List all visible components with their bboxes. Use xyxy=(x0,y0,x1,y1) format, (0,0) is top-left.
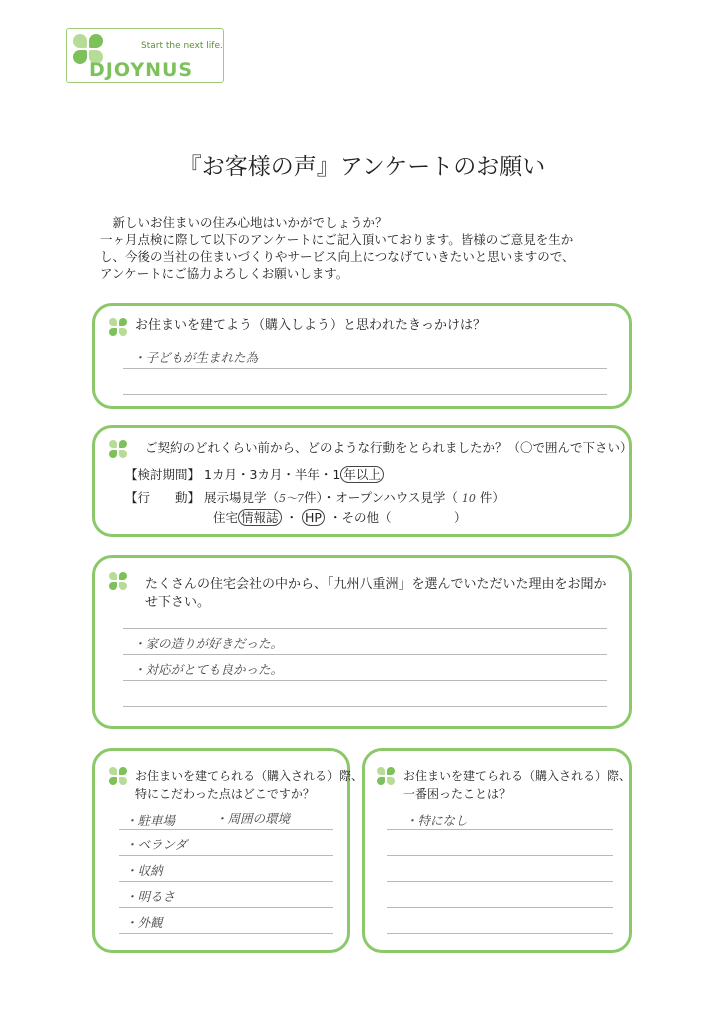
intro-text xyxy=(100,214,640,282)
question-box-3 xyxy=(92,555,632,729)
logo-brand: DJOYNUS xyxy=(89,59,194,81)
intro-line: し、今後の当社の住まいづくりやサービス向上につなげていきたいと思いますので、 xyxy=(100,249,575,264)
media-row xyxy=(213,508,466,526)
question-text: ご契約のどれくらい前から、どのような行動をとられましたか？（〇で囲んで下さい） xyxy=(145,440,633,455)
media-prefix: 住宅 xyxy=(213,510,239,525)
page-title: 『お客様の声』アンケートのお願い xyxy=(178,154,546,180)
clover-leaf-icon xyxy=(89,34,103,48)
answer-line xyxy=(123,654,607,655)
intro-line: 一ヶ月点検に際して以下のアンケートにご記入頂いております。皆様のご意見を生か xyxy=(100,232,574,247)
question-line: たくさんの住宅会社の中から、「九州八重洲」を選んでいただいた理由をお聞か xyxy=(145,577,607,592)
clover-leaf-icon xyxy=(73,34,87,48)
question-box-2 xyxy=(92,425,632,537)
answer-text[interactable]: ・家の造りが好きだった。 xyxy=(133,636,284,651)
action-model-house: 展示場見学（ xyxy=(204,490,280,505)
period-selected[interactable]: 年以上 xyxy=(340,466,384,483)
action-row xyxy=(125,488,505,506)
question-text xyxy=(135,767,363,803)
question-box-5 xyxy=(362,748,632,953)
media-magazine[interactable]: 情報誌 xyxy=(238,509,282,526)
clover-icon xyxy=(109,440,127,458)
answer-line xyxy=(387,881,613,882)
period-label: 【検討期間】 xyxy=(125,467,201,482)
period-options: 1カ月・3カ月・半年・1 xyxy=(204,467,341,482)
question-text xyxy=(145,576,607,612)
answer-text[interactable]: ・周囲の環境 xyxy=(215,811,291,826)
answer-text[interactable]: ・外観 xyxy=(125,915,163,930)
answer-line xyxy=(387,855,613,856)
answer-text[interactable]: ・収納 xyxy=(125,863,163,878)
question-text xyxy=(403,767,631,803)
clover-icon xyxy=(109,767,127,785)
answer-line xyxy=(123,394,607,395)
answer-text[interactable]: ・対応がとても良かった。 xyxy=(133,662,284,677)
answer-line xyxy=(123,628,607,629)
answer-line xyxy=(387,829,613,830)
action-unit: 件） xyxy=(479,490,505,505)
answer-text[interactable]: ・明るさ xyxy=(125,889,176,904)
media-hp[interactable]: HP xyxy=(302,509,325,526)
media-separator: ・ xyxy=(285,510,299,525)
media-other: ・その他（ ） xyxy=(328,510,467,525)
question-box-1 xyxy=(92,303,632,409)
clover-icon xyxy=(109,318,127,336)
question-line: 一番困ったことは？ xyxy=(403,787,512,801)
answer-line xyxy=(119,933,333,934)
question-line: 特にこだわった点はどこですか？ xyxy=(135,787,315,801)
clover-icon xyxy=(109,572,127,590)
question-line: お住まいを建てられる（購入される）際、 xyxy=(403,769,632,783)
logo-tagline: Start the next life. xyxy=(141,41,223,51)
answer-line xyxy=(123,680,607,681)
question-text: お住まいを建てよう（購入しよう）と思われたきっかけは？ xyxy=(135,318,487,333)
intro-line: アンケートにご協力よろしくお願いします。 xyxy=(100,266,349,281)
answer-text[interactable]: ・ベランダ xyxy=(125,837,188,852)
period-row xyxy=(125,465,384,483)
action-label: 【行 動】 xyxy=(125,490,201,505)
answer-text[interactable]: ・特になし xyxy=(405,813,468,828)
question-line: お住まいを建てられる（購入される）際、 xyxy=(135,769,364,783)
clover-icon xyxy=(377,767,395,785)
open-house-count[interactable]: 10 xyxy=(461,492,476,505)
question-line: せ下さい。 xyxy=(145,595,211,610)
answer-line xyxy=(119,907,333,908)
model-house-count[interactable]: 5〜7 xyxy=(279,492,305,505)
answer-line xyxy=(119,881,333,882)
answer-line xyxy=(119,829,333,830)
answer-line xyxy=(387,933,613,934)
answer-line xyxy=(123,706,607,707)
answer-line xyxy=(123,368,607,369)
answer-text[interactable]: ・子どもが生まれた為 xyxy=(133,350,259,365)
answer-line xyxy=(119,855,333,856)
company-logo xyxy=(66,28,224,83)
answer-text[interactable]: ・駐車場 xyxy=(125,813,176,828)
intro-line: 新しいお住まいの住み心地はいかがでしょうか？ xyxy=(100,215,388,230)
clover-leaf-icon xyxy=(73,50,87,64)
answer-line xyxy=(387,907,613,908)
action-open-house: 件）・オープンハウス見学（ xyxy=(304,490,458,505)
question-box-4 xyxy=(92,748,364,953)
